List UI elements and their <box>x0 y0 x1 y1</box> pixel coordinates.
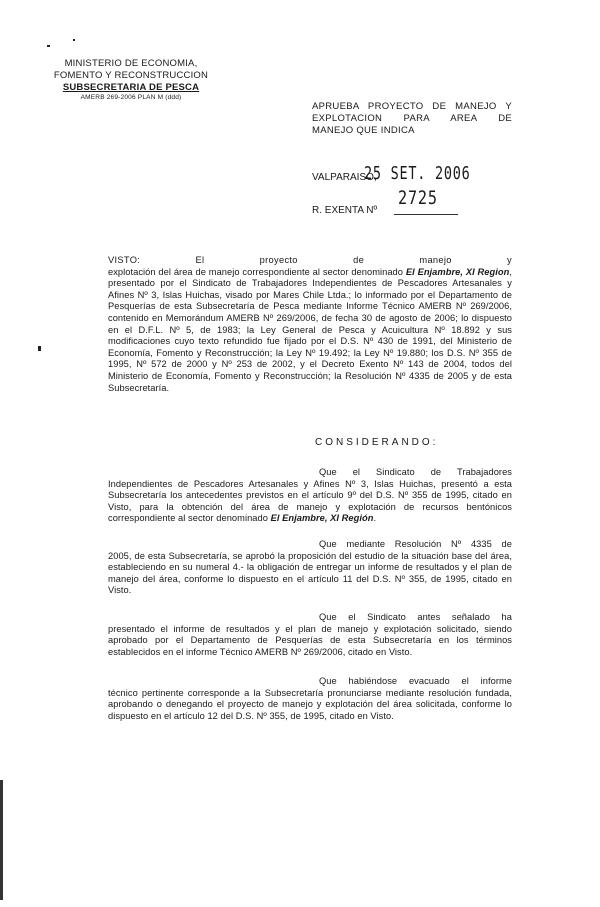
considerando-4-lead: Que habiéndose evacuado el informe <box>319 676 512 686</box>
considerando-4 <box>108 676 512 722</box>
scan-edge <box>0 780 3 900</box>
scan-mark <box>38 346 41 351</box>
considerando-1-text-end: . <box>373 513 377 524</box>
letterhead-reference: AMERB 269-2006 PLAN M (ddd) <box>80 94 182 101</box>
visto-text-cont: , presentado por el Sindicato de Trabajadores Independientes de Pescadores Artesanales y Afines Nº 3, Islas Huichas, visado por Mares Chile Ltda.; lo informado por el Departamento de Pesquerías de esta Subsecretaría de Pesca mediante Informe Técnico AMERB Nº 269/2006, contenido en Memorándum AMERB Nº 269/2006, de fecha 30 de agosto de 2006; lo dispuesto en el D.F.L. Nº 5, de 1983; la Ley General de Pesca y Acuicultura Nº 18.892 y sus modificaciones cuyo texto refundido fue fijado por el D.S. Nº 430 de 1991, del Ministerio de Economía, Fomento y Reconstrucción; la Ley Nº 19.492; la Ley Nº 19.880; los D.S. Nº 355 de 1995, Nº 572 de 2000 y Nº 253 de 2002, y el Decreto Exento Nº 143 de 2004, todos del Ministerio de Economía, Fomento y Reconstrucción; la Resolución Nº 4335 de 2005 y de esta Subsecretaría. <box>108 266 512 393</box>
letterhead-ministry-2: FOMENTO Y RECONSTRUCCION <box>53 70 209 81</box>
considerando-1 <box>108 467 512 525</box>
resolution-subject <box>312 101 512 137</box>
scan-mark <box>73 39 75 41</box>
considerando-4-text: técnico pertinente corresponde a la Subsecretaría pronunciarse mediante resolución fundada, aprobando o denegando el proyecto de manejo y explotación del área solicitada, conforme lo dispuesto en el artículo 12 del D.S. Nº 355, de 1995, citado en Visto. <box>108 687 512 721</box>
visto-paragraph <box>108 255 512 394</box>
considerando-1-text: Independientes de Pescadores Artesanales y Afines Nº 3, Islas Huichas, presentó a esta Subsecretaría los antecedentes previstos en el artículo 9º del D.S. Nº 355 de 1995, citado en Visto, para la obtención del área de manejo y explotación de recursos bentónicos correspondiente al sector denominado <box>108 478 512 524</box>
considerando-3-lead: Que el Sindicato antes señalado ha <box>319 612 512 622</box>
subject-line: APRUEBA PROYECTO DE MANEJO Y <box>312 101 512 112</box>
subject-line: EXPLOTACION PARA AREA DE <box>312 113 512 124</box>
considerando-2-text: 2005, de esta Subsecretaría, se aprobó la proposición del estudio de la situación base del área, estableciendo en su numeral 4.- la obligación de entregar un informe de resultados y el plan de manejo del área, conforme lo dispuesto en el artículo 11 del D.S. Nº 355, de 1995, citado en Visto. <box>108 550 512 596</box>
scan-mark <box>47 45 50 47</box>
visto-lead: VISTO: El proyecto de manejo y <box>108 255 512 265</box>
resolution-number: 2725 <box>398 187 438 209</box>
date-stamp: 25 SET. 2006 <box>364 163 471 184</box>
letterhead-subsecretaria: SUBSECRETARIA DE PESCA <box>62 82 200 93</box>
visto-sector-name: El Enjambre, XI Region <box>405 266 510 277</box>
resolution-label: R. EXENTA Nº <box>312 205 378 216</box>
letterhead-ministry: MINISTERIO DE ECONOMIA, <box>64 58 198 69</box>
place-label: VALPARAISO, <box>312 172 377 183</box>
considerando-2 <box>108 539 512 597</box>
considerando-heading: CONSIDERANDO: <box>315 437 439 448</box>
considerando-2-lead: Que mediante Resolución Nº 4335 de <box>319 539 512 549</box>
considerando-3 <box>108 612 512 658</box>
letterhead <box>50 58 212 102</box>
considerando-1-sector-name: El Enjambre, XI Región <box>270 513 374 524</box>
considerando-3-text: presentado el informe de resultados y el plan de manejo y explotación solicitado, siendo aprobado por el Departamento de Pesquerías de esta Subsecretaría en los términos establecidos en el informe Técnico AMERB Nº 269/2006, citado en Visto. <box>108 623 512 657</box>
considerando-1-lead: Que el Sindicato de Trabajadores <box>319 467 512 477</box>
visto-text: explotación del área de manejo correspondiente al sector denominado <box>108 266 406 277</box>
subject-line: MANEJO QUE INDICA <box>312 125 415 136</box>
